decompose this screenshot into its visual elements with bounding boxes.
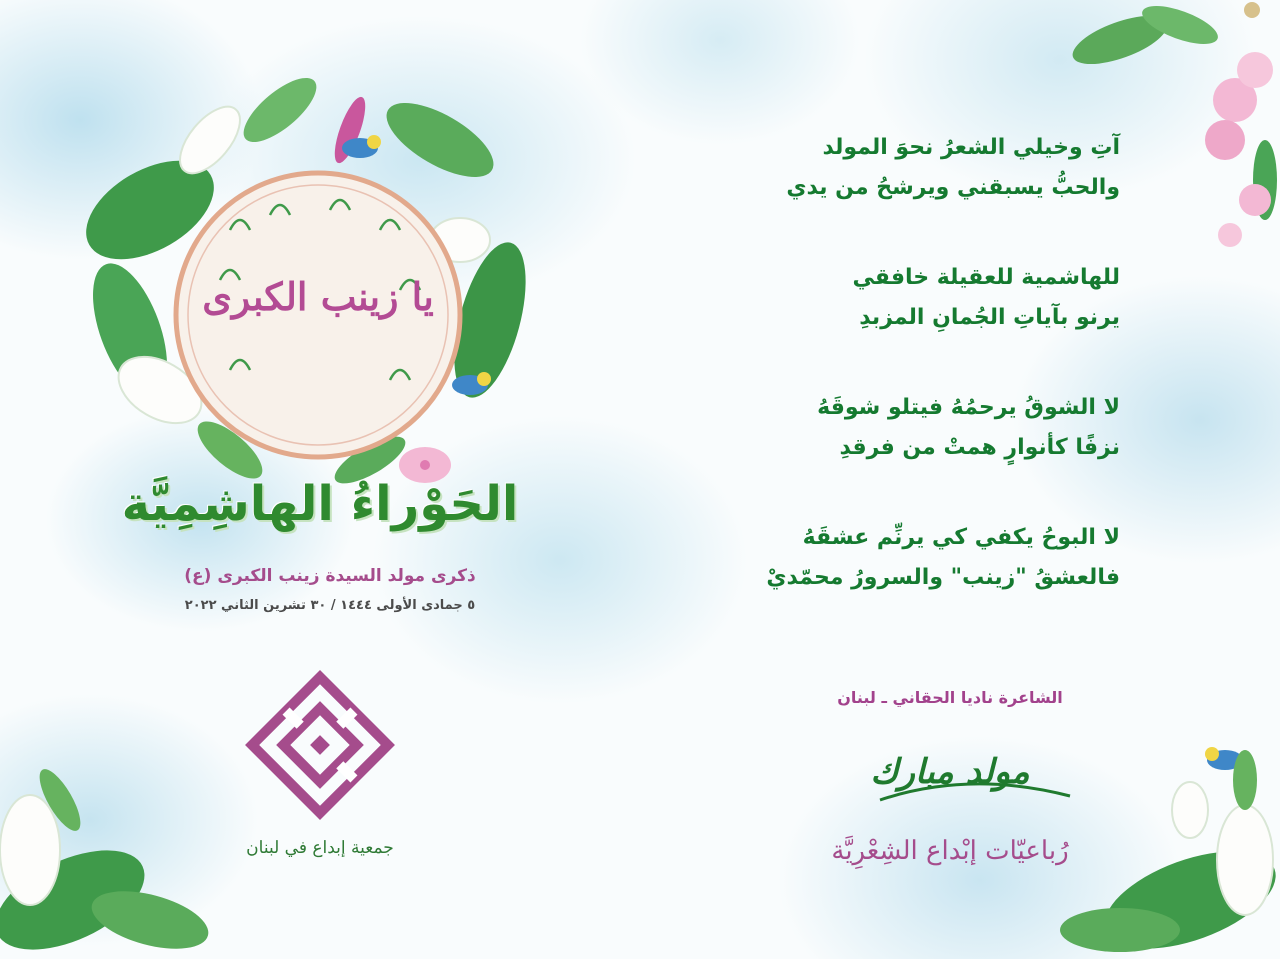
poem-stanza: [760, 258, 1160, 338]
poet-name: الشاعرة ناديا الحقاني ـ لبنان: [837, 688, 1063, 707]
poem-verse: للهاشمية للعقيلة خافقي: [852, 265, 1120, 290]
poem-verse: نزفًا كأنوارٍ همتْ من فرقدِ: [839, 435, 1120, 460]
bottom-right-flowers: [1060, 750, 1280, 959]
series-title: رُباعيّات إبْداع الشِعْرِيَّة: [831, 836, 1069, 866]
poem-stanza: [760, 388, 1160, 468]
poem-verse: لا الشوقُ يرحمُهُ فيتلو شوقَهُ: [817, 395, 1120, 420]
poem-verse: يرنو بآياتِ الجُمانِ المزبدِ: [859, 305, 1120, 330]
event-title: الحَوْراءُ الهاشِمِيَّة: [121, 476, 519, 532]
medallion-text: يا زينب الكبرى: [202, 274, 434, 319]
poem-verse: والحبُّ يسبقني ويرشحُ من يدي: [786, 175, 1120, 200]
kufic-logo: [252, 677, 388, 813]
event-date: ٥ جمادى الأولى ١٤٤٤ / ٣٠ تشرين الثاني ٢٠٢٢: [184, 598, 476, 613]
bottom-left-flowers: [0, 764, 214, 959]
association-name: جمعية إبداع في لبنان: [246, 838, 394, 858]
poem-verse: لا البوحُ يكفي كي يرنِّم عشقَهُ: [802, 525, 1120, 550]
greeting-text: مولد مبارك: [870, 752, 1030, 792]
poem-verse: فالعشقُ "زينب" والسرورُ محمّديْ: [766, 565, 1120, 590]
poem-stanza: [760, 128, 1160, 208]
poem-stanza: [760, 518, 1160, 598]
poem: [760, 128, 1160, 648]
event-subtitle: ذكرى مولد السيدة زينب الكبرى (ع): [184, 566, 476, 586]
poem-verse: آتِ وخيلي الشعرُ نحوَ المولد: [822, 135, 1120, 160]
